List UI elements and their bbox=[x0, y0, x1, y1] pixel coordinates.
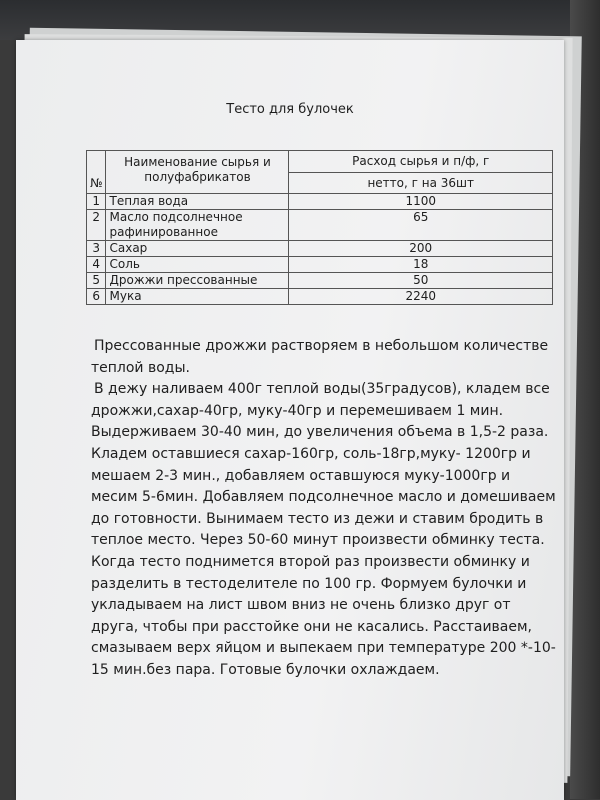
row-name: Масло подсолнечное рафинированное bbox=[106, 210, 289, 241]
row-amount: 50 bbox=[289, 273, 553, 289]
table-row bbox=[87, 241, 553, 257]
instructions-text bbox=[91, 336, 561, 682]
header-amount-line2: нетто, г на 36шт bbox=[289, 173, 553, 194]
row-name: Теплая вода bbox=[106, 194, 289, 210]
header-name: Наименование сырья и полуфабрикатов bbox=[106, 151, 289, 194]
row-amount: 2240 bbox=[289, 289, 553, 305]
row-number: 2 bbox=[87, 210, 106, 241]
row-name: Сахар bbox=[106, 241, 289, 257]
row-number: 1 bbox=[87, 194, 106, 210]
row-number: 6 bbox=[87, 289, 106, 305]
row-name: Дрожжи прессованные bbox=[106, 273, 289, 289]
header-number: № bbox=[87, 151, 106, 194]
document-page bbox=[16, 40, 564, 800]
table-row bbox=[87, 273, 553, 289]
row-number: 3 bbox=[87, 241, 106, 257]
row-number: 5 bbox=[87, 273, 106, 289]
table-header-row bbox=[87, 151, 553, 173]
table-row bbox=[87, 289, 553, 305]
row-amount: 18 bbox=[289, 257, 553, 273]
row-amount: 1100 bbox=[289, 194, 553, 210]
paragraph: В дежу наливаем 400г теплой воды(35градусов), кладем все дрожжи,сахар-40гр, муку-40гр и перемешиваем 1 мин. Выдерживаем 30-40 мин, до увеличения объема в 1,5-2 раза. Кладем оставшиеся сахар-160гр, соль-18гр,муку- 1200гр и мешаем 2-3 мин., добавляем оставшуюся муку-1000гр и месим 5-6мин. Добавляем подсолнечное масло и домешиваем до готовности. Вынимаем тесто из дежи и ставим бродить в теплое место. Через 50-60 минут произвести обминку теста. Когда тесто поднимется второй раз произвести обминку и разделить в тестоделителе по 100 гр. Формуем булочки и укладываем на лист швом вниз не очень близко друг от друга, чтобы при расстойке они не касались. Расстаиваем, смазываем верх яйцом и выпекаем при температуре 200 *-10-15 мин.без пара. Готовые булочки охлаждаем. bbox=[91, 381, 556, 678]
table-row bbox=[87, 194, 553, 210]
ingredients-table bbox=[86, 150, 553, 305]
table-row bbox=[87, 210, 553, 241]
row-amount: 200 bbox=[289, 241, 553, 257]
paragraph: Прессованные дрожжи растворяем в небольшом количестве теплой воды. bbox=[91, 338, 549, 376]
header-amount-line1: Расход сырья и п/ф, г bbox=[289, 151, 553, 173]
row-name: Соль bbox=[106, 257, 289, 273]
row-number: 4 bbox=[87, 257, 106, 273]
table-row bbox=[87, 257, 553, 273]
row-amount: 65 bbox=[289, 210, 553, 241]
document-title: Тесто для булочек bbox=[226, 102, 354, 117]
row-name: Мука bbox=[106, 289, 289, 305]
